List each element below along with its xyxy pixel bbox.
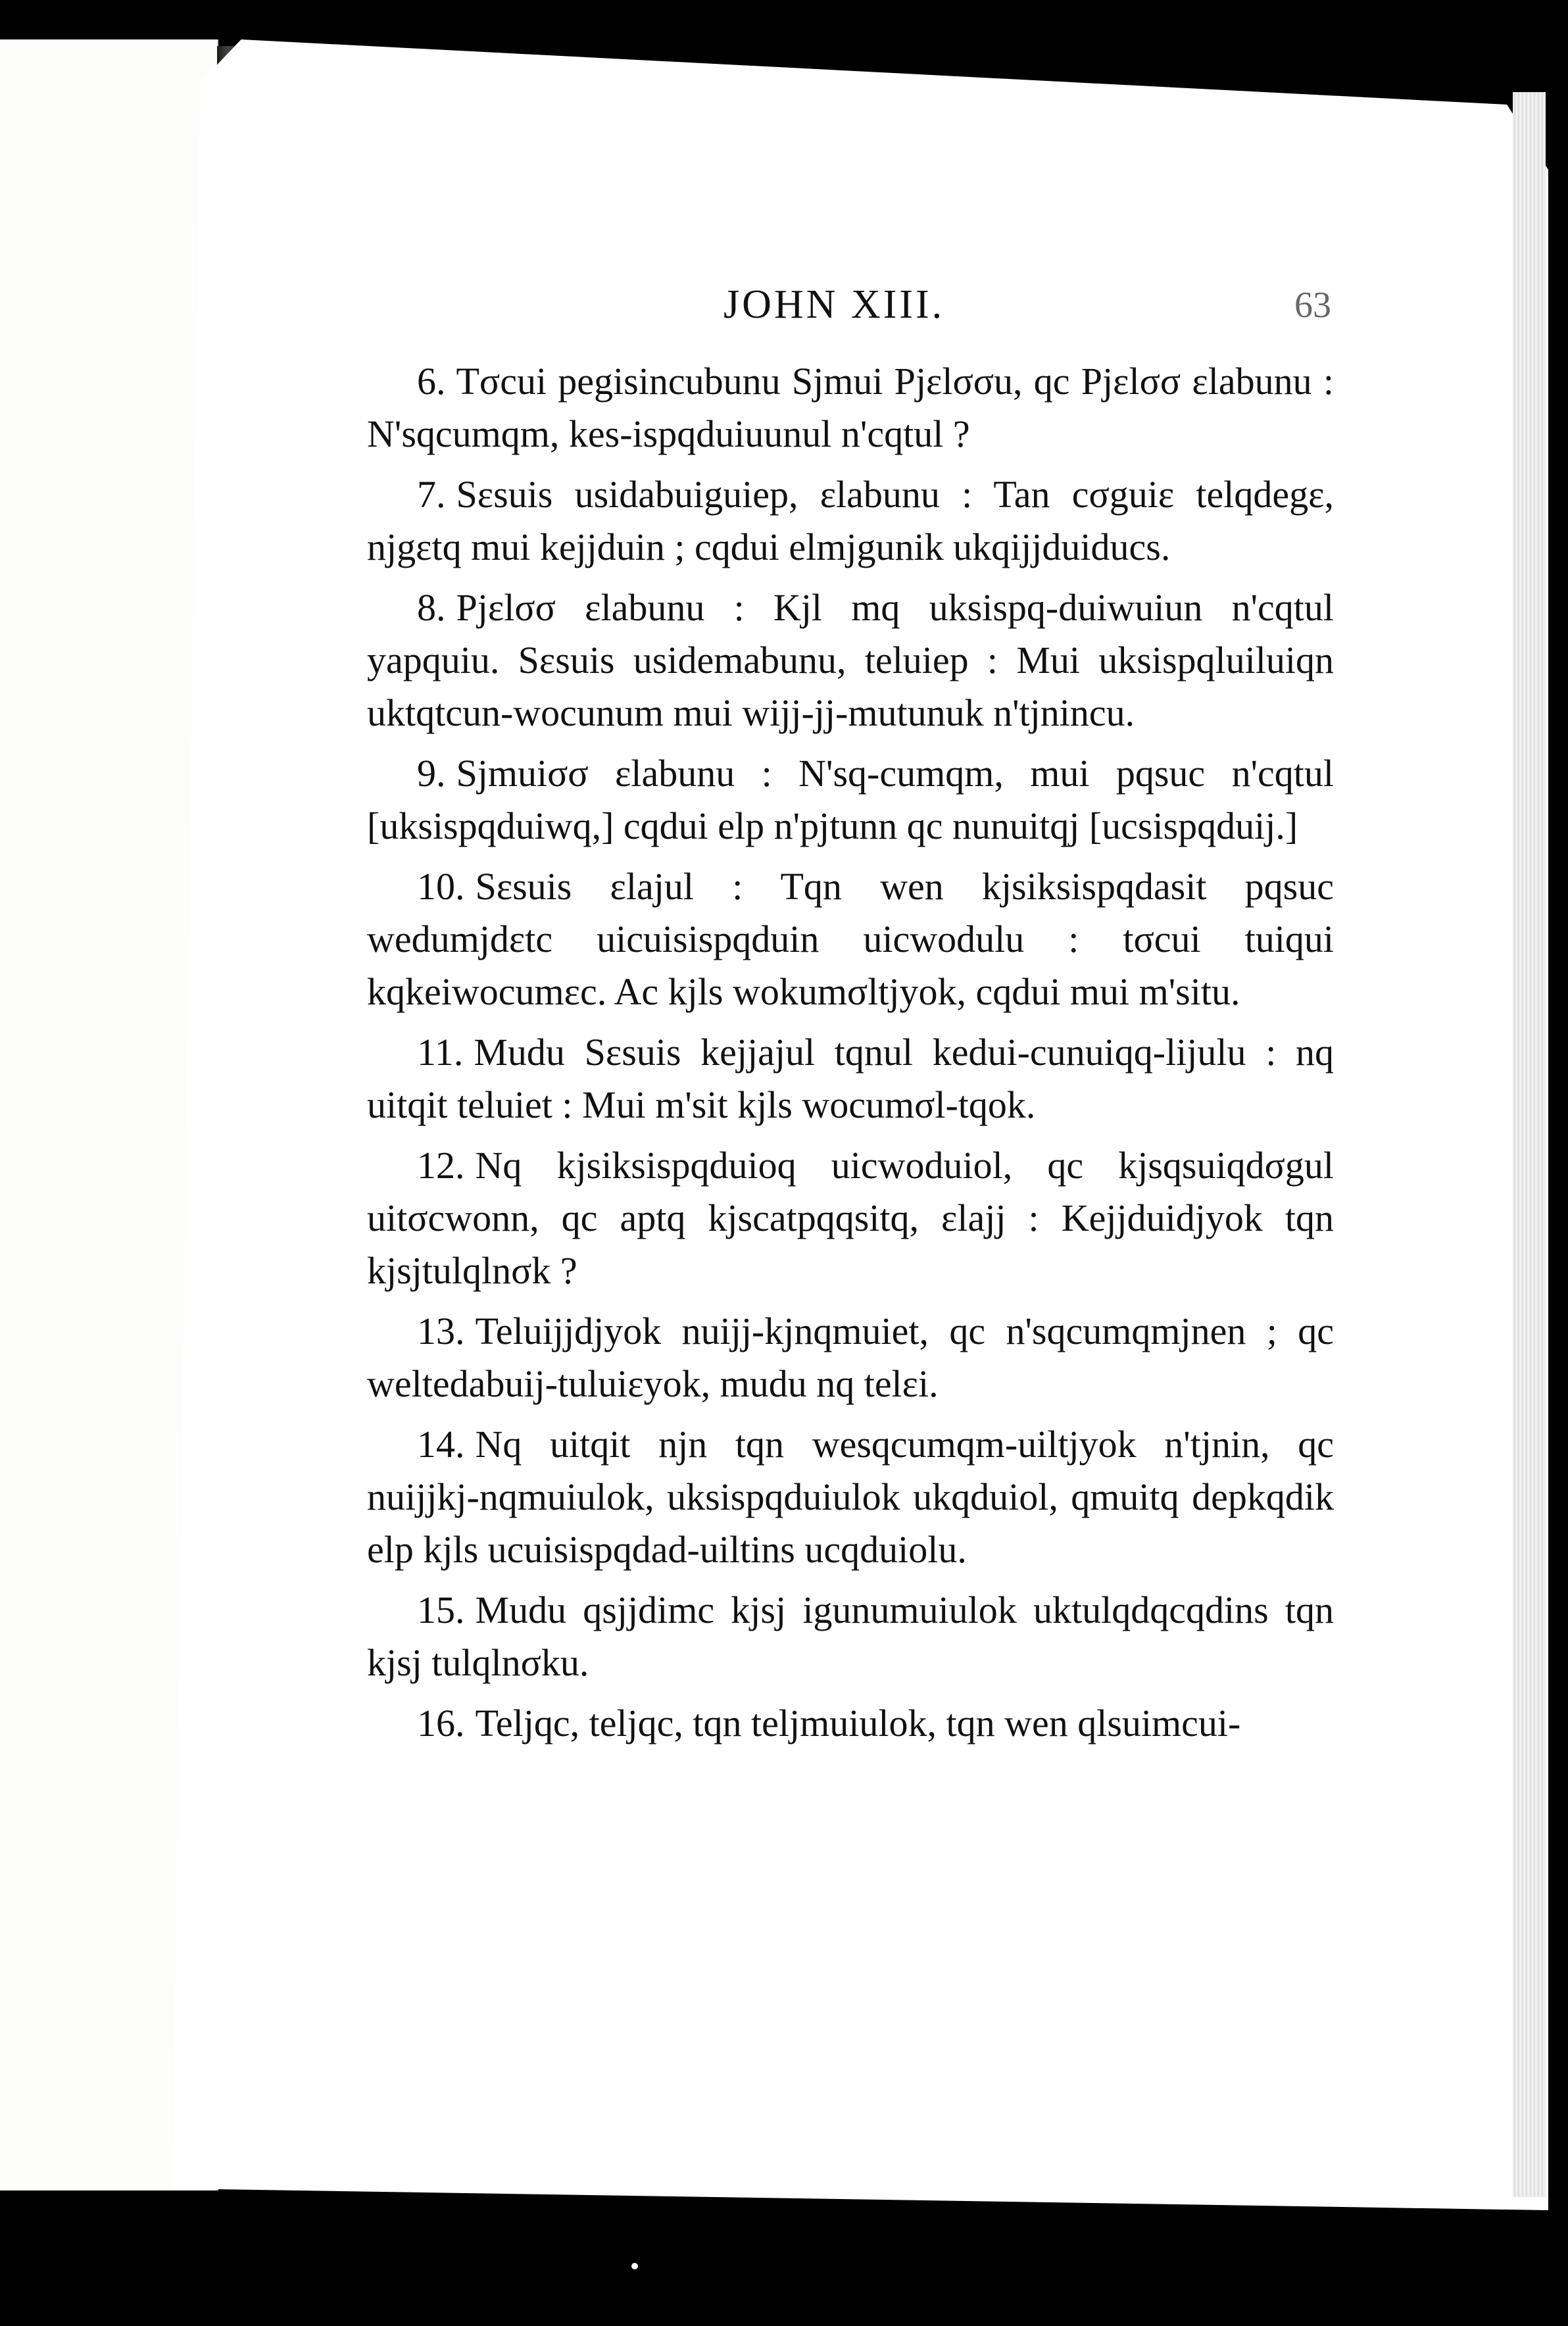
verse-number: 10. bbox=[417, 865, 465, 908]
verse-text: Nq kjsiksispqduioq uicwoduiol, qc kjsqsuiqdσgul uitσcwonn, qc aptq kjscatpqqsitq, εlajj : Kejjduidjyok tqn kjsjtulqlnσk ? bbox=[367, 1144, 1334, 1292]
verse-number: 11. bbox=[417, 1031, 464, 1074]
verse-number: 13. bbox=[417, 1310, 465, 1352]
verse bbox=[367, 860, 1334, 1018]
verse-text: Sjmuiσσ εlabunu : N'sq-cumqm, mui pqsuc n'cqtul [uksispqduiwq,] cqdui elp n'pjtunn qc nunuitqj [ucsispqduij.] bbox=[367, 752, 1334, 847]
previous-page-fragment: tqn bbox=[0, 25, 18, 37]
previous-page-fragment: qdui bbox=[0, 12, 24, 25]
verse-number: 7. bbox=[417, 473, 446, 516]
verse-text: Mudu Sεsuis kejjajul tqnul kedui-cunuiqq-lijulu : nq uitqit teluiet : Mui m'sit kjls wocumσl-tqok. bbox=[367, 1031, 1334, 1126]
verse-text: Pjεlσσ εlabunu : Kjl mq uksispq-duiwuiun n'cqtul yapquiu. Sεsuis usidemabunu, teluiep : Mui uksispqluiluiqn uktqtcun-wocunum mui wijj-jj-mutunuk n'tjnincu. bbox=[367, 586, 1334, 734]
verse-text: Sεsuis usidabuiguiep, εlabunu : Tan cσguiε telqdegε, njgεtq mui kejjduin ; cqdui elmjgunik ukqijjduiducs. bbox=[367, 473, 1334, 568]
verse-number: 15. bbox=[417, 1589, 465, 1631]
body-text bbox=[367, 355, 1334, 1758]
verse-number: 9. bbox=[417, 752, 446, 795]
scan-speck bbox=[631, 2263, 638, 2269]
verse-text: Sεsuis εlajul : Tqn wen kjsiksispqdasit pqsuc wedumjdεtc uicuisispqduin uicwodulu : tσcui tuiqui kqkeiwocumεc. Ac kjls wokumσltjyok, cqdui mui m'situ. bbox=[367, 865, 1334, 1013]
verse-text: Teljqc, teljqc, tqn teljmuiulok, tqn wen qlsuimcui- bbox=[475, 1702, 1241, 1744]
verse bbox=[367, 1139, 1334, 1297]
verse-text: Tσcui pegisincubunu Sjmui Pjεlσσu, qc Pjεlσσ εlabunu : N'sqcumqm, kes-ispqduiuunul n'cqtul ? bbox=[367, 360, 1334, 455]
verse bbox=[367, 747, 1334, 853]
verse-text: Mudu qsjjdimc kjsj igunumuiulok uktulqdqcqdins tqn kjsj tulqlnσku. bbox=[367, 1589, 1334, 1684]
verse-number: 14. bbox=[417, 1423, 465, 1466]
page-number: 63 bbox=[1294, 285, 1331, 326]
verse-number: 12. bbox=[417, 1144, 465, 1187]
verse-number: 6. bbox=[417, 360, 446, 403]
verse-text: Teluijjdjyok nuijj-kjnqmuiet, qc n'sqcumqmjnen ; qc weltedabuij-tuluiεyok, mudu nq telεi. bbox=[367, 1310, 1334, 1405]
verse bbox=[367, 582, 1334, 739]
verse bbox=[367, 1305, 1334, 1410]
verse bbox=[367, 355, 1334, 460]
verse-number: 16. bbox=[417, 1702, 465, 1744]
previous-page-fragment: kes- bbox=[0, 0, 22, 12]
verse bbox=[367, 1697, 1334, 1750]
page-stack-edge bbox=[1513, 92, 1546, 2197]
verse bbox=[367, 1026, 1334, 1131]
running-header: JOHN XIII. bbox=[723, 282, 945, 327]
verse-text: Nq uitqit njn tqn wesqcumqm-uiltjyok n'tjnin, qc nuijjkj-nqmuiulok, uksispqduiulok ukqduiol, qmuitq depkqdik elp kjls ucuisispqdad-uiltins ucqduiolu. bbox=[367, 1423, 1334, 1571]
verse bbox=[367, 1584, 1334, 1689]
verse bbox=[367, 1418, 1334, 1576]
verse bbox=[367, 468, 1334, 574]
verse-number: 8. bbox=[417, 586, 446, 629]
